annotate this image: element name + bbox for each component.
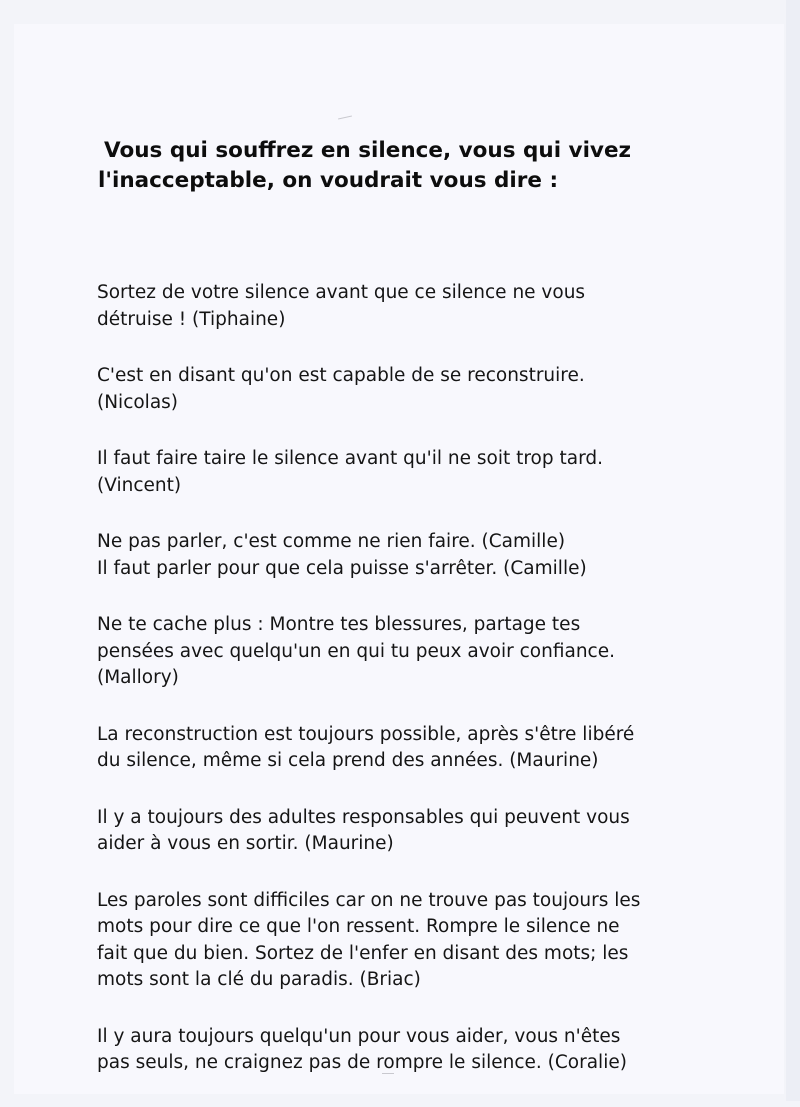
quote-line: pas seuls, ne craignez pas de rompre le silence. (Coralie) (97, 1052, 627, 1073)
quote-maurine-1 (97, 722, 777, 775)
scan-edge (786, 0, 800, 1101)
quote-line: (Nicolas) (97, 391, 179, 413)
quote-line: Sortez de votre silence avant que ce silence ne vous (97, 282, 586, 303)
quote-line: du silence, même si cela prend des années. (Maurine) (97, 750, 599, 771)
quote-line: aider à vous en sortir. (Maurine) (97, 833, 394, 854)
quote-line: Les paroles sont difficiles car on ne trouve pas toujours les (97, 889, 641, 911)
quote-maurine-2 (97, 805, 777, 858)
quote-line: Il faut faire taire le silence avant qu'il ne soit trop tard. (97, 448, 603, 469)
title-line: l'inacceptable, on voudrait vous dire : (98, 168, 559, 193)
quote-line: Ne te cache plus : Montre tes blessures, partage tes (97, 614, 581, 635)
quote-tiphaine (97, 280, 777, 333)
quote-line: La reconstruction est toujours possible, après s'être libéré (97, 723, 635, 745)
quote-line: Il y aura toujours quelqu'un pour vous aider, vous n'êtes (97, 1025, 621, 1047)
quote-line: C'est en disant qu'on est capable de se reconstruire. (97, 365, 585, 386)
quote-line: Il faut parler pour que cela puisse s'arrêter. (Camille) (97, 557, 587, 579)
quote-line: Ne pas parler, c'est comme ne rien faire. (Camille) (97, 531, 566, 552)
page-title (98, 136, 744, 196)
quote-line: mots pour dire ce que l'on ressent. Rompre le silence ne (97, 916, 620, 937)
quote-line: (Mallory) (97, 667, 179, 688)
quote-nicolas (97, 363, 777, 416)
quote-coralie (97, 1024, 777, 1077)
quote-briac (97, 888, 777, 994)
quote-line: fait que du bien. Sortez de l'enfer en disant des mots; les (97, 942, 629, 964)
title-line: Vous qui souffrez en silence, vous qui vivez (104, 138, 632, 163)
quote-mallory (97, 612, 777, 692)
quote-line: pensées avec quelqu'un en qui tu peux avoir confiance. (97, 640, 615, 662)
quote-vincent (97, 446, 777, 499)
quote-camille (97, 529, 777, 582)
quotes-list (97, 280, 777, 1107)
quote-line: (Vincent) (97, 474, 182, 496)
quote-line: détruise ! (Tiphaine) (97, 308, 286, 330)
quote-line: Il y a toujours des adultes responsables qui peuvent vous (97, 806, 630, 828)
quote-line: mots sont la clé du paradis. (Briac) (97, 969, 421, 990)
